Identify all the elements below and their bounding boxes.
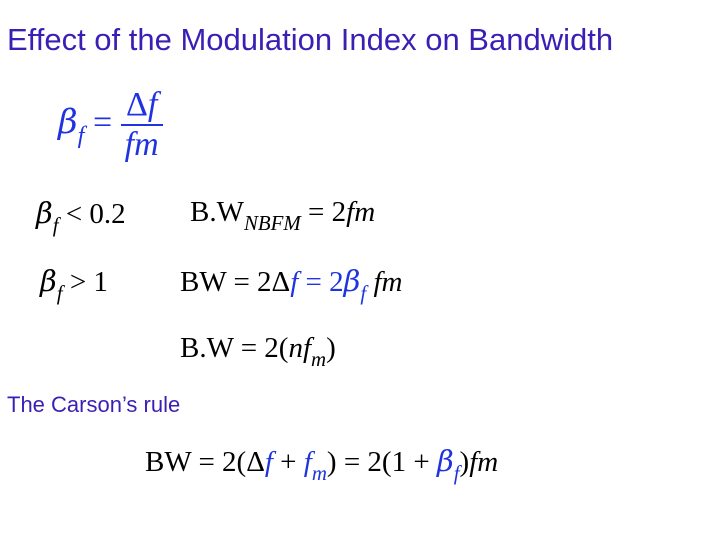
m-subscript: m	[311, 346, 327, 371]
fraction-numerator	[121, 86, 163, 124]
delta-symbol: Δ	[246, 446, 265, 478]
fm-f: f	[303, 446, 312, 478]
f-term: f	[264, 446, 273, 478]
f-term: f	[290, 266, 299, 298]
f-term: f	[302, 332, 312, 364]
close-paren: )	[326, 332, 336, 364]
wideband-condition	[40, 264, 108, 305]
bandwidth-label: BW = 2	[180, 266, 272, 298]
bandwidth-lhs: B.W = 2(	[180, 332, 289, 364]
close-paren: )	[459, 446, 470, 478]
equals-two: = 2	[308, 196, 347, 228]
plus-sign: +	[272, 446, 304, 478]
wideband-bandwidth	[180, 264, 403, 305]
numerator-f: f	[147, 86, 158, 123]
bandwidth-label: B.W	[190, 196, 244, 228]
delta-symbol: Δ	[271, 266, 291, 298]
fm-term: fm	[346, 196, 376, 228]
beta-subscript: f	[56, 280, 63, 305]
slide-title: Effect of the Modulation Index on Bandwidth	[7, 22, 614, 57]
beta-symbol: β	[40, 264, 57, 298]
beta-subscript: f	[52, 212, 59, 237]
fraction	[121, 86, 163, 164]
beta-symbol: β	[36, 196, 53, 230]
fm-term: fm	[469, 446, 499, 478]
beta-subscript: f	[360, 280, 367, 305]
m-subscript: m	[311, 460, 327, 485]
beta-symbol: β	[58, 101, 78, 142]
carsons-rule-caption: The Carson’s rule	[7, 392, 181, 417]
equals-sign: =	[92, 103, 113, 141]
narrowband-bandwidth	[190, 196, 376, 235]
bessel-bandwidth	[180, 332, 336, 371]
fm-term: fm	[373, 266, 403, 298]
beta-subscript: f	[77, 122, 85, 150]
middle-expression: ) = 2(1 +	[326, 446, 437, 478]
relation: > 1	[69, 266, 108, 298]
beta-symbol: β	[436, 444, 454, 478]
beta-symbol: β	[343, 264, 361, 298]
carsons-rule-equation	[145, 444, 499, 485]
narrowband-condition	[36, 196, 126, 237]
equals-two: = 2	[305, 266, 344, 298]
relation: < 0.2	[65, 198, 126, 230]
beta-subscript: f	[453, 460, 460, 485]
fraction-denominator: fm	[121, 124, 163, 164]
bandwidth-lhs: BW = 2(	[145, 446, 247, 478]
delta-symbol: Δ	[125, 86, 148, 123]
nbfm-subscript: NBFM	[243, 210, 301, 235]
modulation-index-definition	[58, 86, 163, 164]
n-term: n	[288, 332, 303, 364]
